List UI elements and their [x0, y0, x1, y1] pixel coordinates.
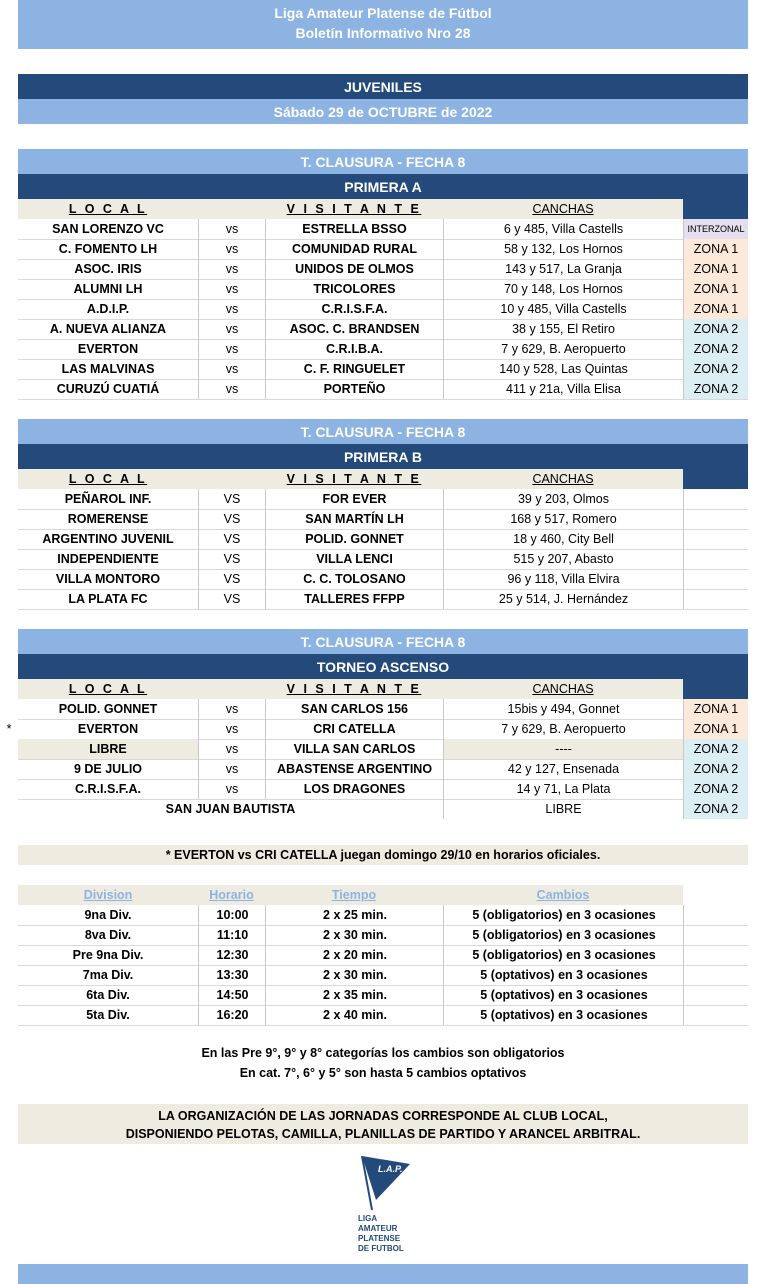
venue: 7 y 629, B. Aeropuerto [443, 719, 683, 739]
division-cell: 7ma Div. [82, 968, 134, 982]
organization-line-2: DISPONIENDO PELOTAS, CAMILLA, PLANILLAS DE PARTIDO Y ARANCEL ARBITRAL. [125, 1127, 641, 1141]
vs-label: vs [198, 339, 265, 359]
match-row [18, 359, 748, 380]
lap-logo [356, 1154, 416, 1259]
match-row [18, 339, 748, 360]
vs-label: vs [198, 219, 265, 239]
visiting-team: C. C. TOLOSANO [265, 569, 443, 589]
category-banner: JUVENILES [18, 74, 748, 99]
time-cell: 16:20 [198, 1005, 266, 1025]
changes-cell: 5 (optativos) en 3 ocasiones [443, 1005, 684, 1025]
local-team: ASOC. IRIS [74, 262, 142, 276]
time-cell: 12:30 [198, 945, 266, 965]
local-team: A. NUEVA ALIANZA [49, 322, 167, 336]
schedule-row-end [683, 1005, 749, 1025]
zona-header-bg [683, 199, 748, 219]
vs-label: VS [198, 529, 265, 549]
canchas-header: CANCHAS [532, 682, 594, 696]
match-row [18, 239, 748, 260]
logo-line: DE FUTBOL [358, 1244, 404, 1253]
local-team: ROMERENSE [67, 512, 149, 526]
note-2: En cat. 7°, 6° y 5° son hasta 5 cambios optativos [239, 1066, 527, 1080]
match-row [18, 509, 748, 530]
horario-col-header: Horario [209, 888, 254, 902]
match-row [18, 569, 748, 590]
match-row [18, 299, 748, 320]
match-row [6, 719, 748, 740]
venue: 18 y 460, City Bell [443, 529, 683, 549]
visiting-team: C.R.I.B.A. [265, 339, 443, 359]
zone-label [683, 489, 748, 509]
venue: ---- [443, 739, 683, 759]
schedule-row-end [683, 925, 749, 945]
free-label: LIBRE [443, 799, 683, 819]
schedule-row-end [683, 985, 749, 1005]
zone-label [683, 549, 748, 569]
footnote: * EVERTON vs CRI CATELLA juegan domingo 29/10 en horarios oficiales. [18, 845, 748, 865]
bulletin-title: Boletín Informativo Nro 28 [295, 25, 471, 41]
logo-flag-text: L.A.P. [378, 1164, 403, 1174]
local-header: L O C A L [68, 202, 148, 216]
league-header [18, 0, 748, 49]
zone-label: ZONA 1 [683, 239, 748, 259]
canchas-header: CANCHAS [532, 202, 594, 216]
match-row [18, 549, 748, 570]
zone-label [683, 589, 748, 609]
zone-label [683, 529, 748, 549]
local-team: INDEPENDIENTE [57, 552, 159, 566]
schedule-row [18, 965, 748, 986]
match-row [18, 379, 748, 400]
venue: 70 y 148, Los Hornos [443, 279, 683, 299]
visiting-team: VILLA LENCI [265, 549, 443, 569]
local-team: VILLA MONTORO [55, 572, 161, 586]
local-team: LA PLATA FC [68, 592, 148, 606]
schedule-row [18, 905, 748, 926]
footer-bar [18, 1264, 748, 1284]
zone-label [683, 569, 748, 589]
asterisk-mark: * [6, 722, 12, 736]
zone-label: ZONA 1 [683, 299, 748, 319]
division-banner: PRIMERA A [18, 174, 748, 199]
zone-label: ZONA 1 [683, 279, 748, 299]
visiting-team: SAN CARLOS 156 [265, 699, 443, 719]
visiting-team: ABASTENSE ARGENTINO [265, 759, 443, 779]
vs-label: VS [198, 509, 265, 529]
venue: 10 y 485, Villa Castells [443, 299, 683, 319]
zone-label: INTERZONAL [683, 219, 748, 239]
date-banner: Sábado 29 de OCTUBRE de 2022 [18, 99, 748, 124]
organization-line-1: LA ORGANIZACIÓN DE LAS JORNADAS CORRESPONDE AL CLUB LOCAL, [158, 1109, 608, 1123]
flag-icon [356, 1154, 416, 1214]
column-header [18, 199, 748, 219]
venue: 168 y 517, Romero [443, 509, 683, 529]
visiting-team: COMUNIDAD RURAL [265, 239, 443, 259]
changes-cell: 5 (obligatorios) en 3 ocasiones [443, 945, 684, 965]
schedule-row-end [683, 965, 749, 985]
visiting-team: VILLA SAN CARLOS [265, 739, 443, 759]
local-team: LAS MALVINAS [61, 362, 155, 376]
cambios-col-header: Cambios [536, 888, 590, 902]
logo-line: AMATEUR [358, 1224, 398, 1233]
column-header [18, 469, 748, 489]
duration-cell: 2 x 30 min. [265, 965, 444, 985]
zone-label: ZONA 2 [683, 339, 748, 359]
visiting-team: C. F. RINGUELET [265, 359, 443, 379]
changes-cell: 5 (obligatorios) en 3 ocasiones [443, 925, 684, 945]
venue: 411 y 21a, Villa Elisa [443, 379, 683, 399]
venue: 515 y 207, Abasto [443, 549, 683, 569]
visiting-team: SAN MARTÍN LH [265, 509, 443, 529]
division-cell: 9na Div. [84, 908, 132, 922]
vs-label: vs [198, 259, 265, 279]
zona-header-bg [683, 469, 748, 489]
duration-cell: 2 x 35 min. [265, 985, 444, 1005]
local-team: EVERTON [77, 722, 139, 736]
match-row [18, 279, 748, 300]
zone-label: ZONA 2 [683, 379, 748, 399]
local-team: LIBRE [18, 739, 198, 759]
match-row [18, 219, 748, 240]
time-cell: 11:10 [198, 925, 266, 945]
local-header: L O C A L [68, 682, 148, 696]
canchas-header: CANCHAS [532, 472, 594, 486]
league-title: Liga Amateur Platense de Fútbol [274, 5, 492, 21]
vs-label: VS [198, 549, 265, 569]
venue: 38 y 155, El Retiro [443, 319, 683, 339]
logo-line: PLATENSE [358, 1234, 401, 1243]
local-team: PEÑAROL INF. [64, 492, 152, 506]
free-team: SAN JUAN BAUTISTA [165, 802, 296, 816]
vs-label: vs [198, 379, 265, 399]
venue: 143 y 517, La Granja [443, 259, 683, 279]
tournament-banner: T. CLAUSURA - FECHA 8 [18, 629, 748, 654]
changes-cell: 5 (optativos) en 3 ocasiones [443, 965, 684, 985]
schedule-row-end [683, 905, 749, 925]
venue: 6 y 485, Villa Castells [443, 219, 683, 239]
division-col-header: Division [83, 888, 133, 902]
venue: 25 y 514, J. Hernández [443, 589, 683, 609]
vs-label: vs [198, 699, 265, 719]
division-cell: Pre 9na Div. [72, 948, 144, 962]
local-team: EVERTON [77, 342, 139, 356]
changes-cell: 5 (obligatorios) en 3 ocasiones [443, 905, 684, 925]
local-team: C. FOMENTO LH [58, 242, 158, 256]
local-team: A.D.I.P. [86, 302, 130, 316]
schedule-row [18, 1005, 748, 1026]
time-cell: 10:00 [198, 905, 266, 925]
note-1: En las Pre 9°, 9° y 8° categorías los cambios son obligatorios [201, 1046, 565, 1060]
vs-label: vs [198, 319, 265, 339]
match-row [18, 259, 748, 280]
division-cell: 6ta Div. [86, 988, 130, 1002]
vs-label: vs [198, 739, 265, 759]
venue: 42 y 127, Ensenada [443, 759, 683, 779]
tournament-banner: T. CLAUSURA - FECHA 8 [18, 419, 748, 444]
column-header [18, 679, 748, 699]
vs-label: vs [198, 299, 265, 319]
organization-box [18, 1104, 748, 1144]
local-team: 9 DE JULIO [73, 762, 143, 776]
duration-cell: 2 x 25 min. [265, 905, 444, 925]
logo-line: LIGA [358, 1214, 378, 1223]
match-row [18, 759, 748, 780]
zone-label: ZONA 1 [683, 699, 748, 719]
visitante-header: V I S I T A N T E [286, 682, 422, 696]
tournament-banner: T. CLAUSURA - FECHA 8 [18, 149, 748, 174]
visiting-team: CRI CATELLA [265, 719, 443, 739]
match-row [18, 739, 748, 760]
visiting-team: LOS DRAGONES [265, 779, 443, 799]
changes-cell: 5 (optativos) en 3 ocasiones [443, 985, 684, 1005]
visitante-header: V I S I T A N T E [286, 202, 422, 216]
local-team: CURUZÚ CUATIÁ [56, 382, 160, 396]
zone-label: ZONA 1 [683, 719, 748, 739]
visiting-team: C.R.I.S.F.A. [265, 299, 443, 319]
match-row [18, 699, 748, 720]
match-row [18, 589, 748, 610]
local-team: C.R.I.S.F.A. [75, 782, 141, 796]
venue: 15bis y 494, Gonnet [443, 699, 683, 719]
vs-label: vs [198, 279, 265, 299]
match-row [18, 779, 748, 800]
vs-label: VS [198, 489, 265, 509]
duration-cell: 2 x 20 min. [265, 945, 444, 965]
division-cell: 8va Div. [84, 928, 132, 942]
visiting-team: TRICOLORES [265, 279, 443, 299]
vs-label: vs [198, 239, 265, 259]
vs-label: vs [198, 359, 265, 379]
visitante-header: V I S I T A N T E [286, 472, 422, 486]
venue: 7 y 629, B. Aeropuerto [443, 339, 683, 359]
schedule-row [18, 925, 748, 946]
time-cell: 13:30 [198, 965, 266, 985]
local-team: SAN LORENZO VC [52, 222, 164, 236]
division-banner: PRIMERA B [18, 444, 748, 469]
schedule-row-end [683, 945, 749, 965]
match-row [18, 319, 748, 340]
local-team: ALUMNI LH [73, 282, 143, 296]
zona-header-bg [683, 679, 748, 699]
division-cell: 5ta Div. [86, 1008, 130, 1022]
vs-label: VS [198, 569, 265, 589]
duration-cell: 2 x 40 min. [265, 1005, 444, 1025]
zone-label [683, 509, 748, 529]
zone-label: ZONA 2 [683, 359, 748, 379]
vs-label: vs [198, 759, 265, 779]
local-team: POLID. GONNET [58, 702, 158, 716]
venue: 96 y 118, Villa Elvira [443, 569, 683, 589]
visiting-team: ASOC. C. BRANDSEN [265, 319, 443, 339]
zone-label: ZONA 2 [683, 759, 748, 779]
venue: 58 y 132, Los Hornos [443, 239, 683, 259]
visiting-team: FOR EVER [265, 489, 443, 509]
venue: 14 y 71, La Plata [443, 779, 683, 799]
vs-label: vs [198, 719, 265, 739]
venue: 140 y 528, Las Quintas [443, 359, 683, 379]
zone-label: ZONA 2 [683, 799, 748, 819]
free-team-row [18, 799, 748, 819]
schedule-row [18, 945, 748, 966]
vs-label: VS [198, 589, 265, 609]
division-banner: TORNEO ASCENSO [18, 654, 748, 679]
local-header: L O C A L [68, 472, 148, 486]
logo-text [358, 1214, 404, 1254]
zone-label: ZONA 2 [683, 739, 748, 759]
time-cell: 14:50 [198, 985, 266, 1005]
local-team: ARGENTINO JUVENIL [42, 532, 174, 546]
venue: 39 y 203, Olmos [443, 489, 683, 509]
visiting-team: POLID. GONNET [265, 529, 443, 549]
vs-label: vs [198, 779, 265, 799]
visiting-team: ESTRELLA BSSO [265, 219, 443, 239]
match-row [18, 529, 748, 550]
visiting-team: PORTEÑO [265, 379, 443, 399]
zone-label: ZONA 1 [683, 259, 748, 279]
match-row [18, 489, 748, 510]
zone-label: ZONA 2 [683, 779, 748, 799]
schedule-header [18, 885, 683, 905]
zone-label: ZONA 2 [683, 319, 748, 339]
schedule-row [18, 985, 748, 1006]
duration-cell: 2 x 30 min. [265, 925, 444, 945]
visiting-team: UNIDOS DE OLMOS [265, 259, 443, 279]
visiting-team: TALLERES FFPP [265, 589, 443, 609]
tiempo-col-header: Tiempo [331, 888, 377, 902]
